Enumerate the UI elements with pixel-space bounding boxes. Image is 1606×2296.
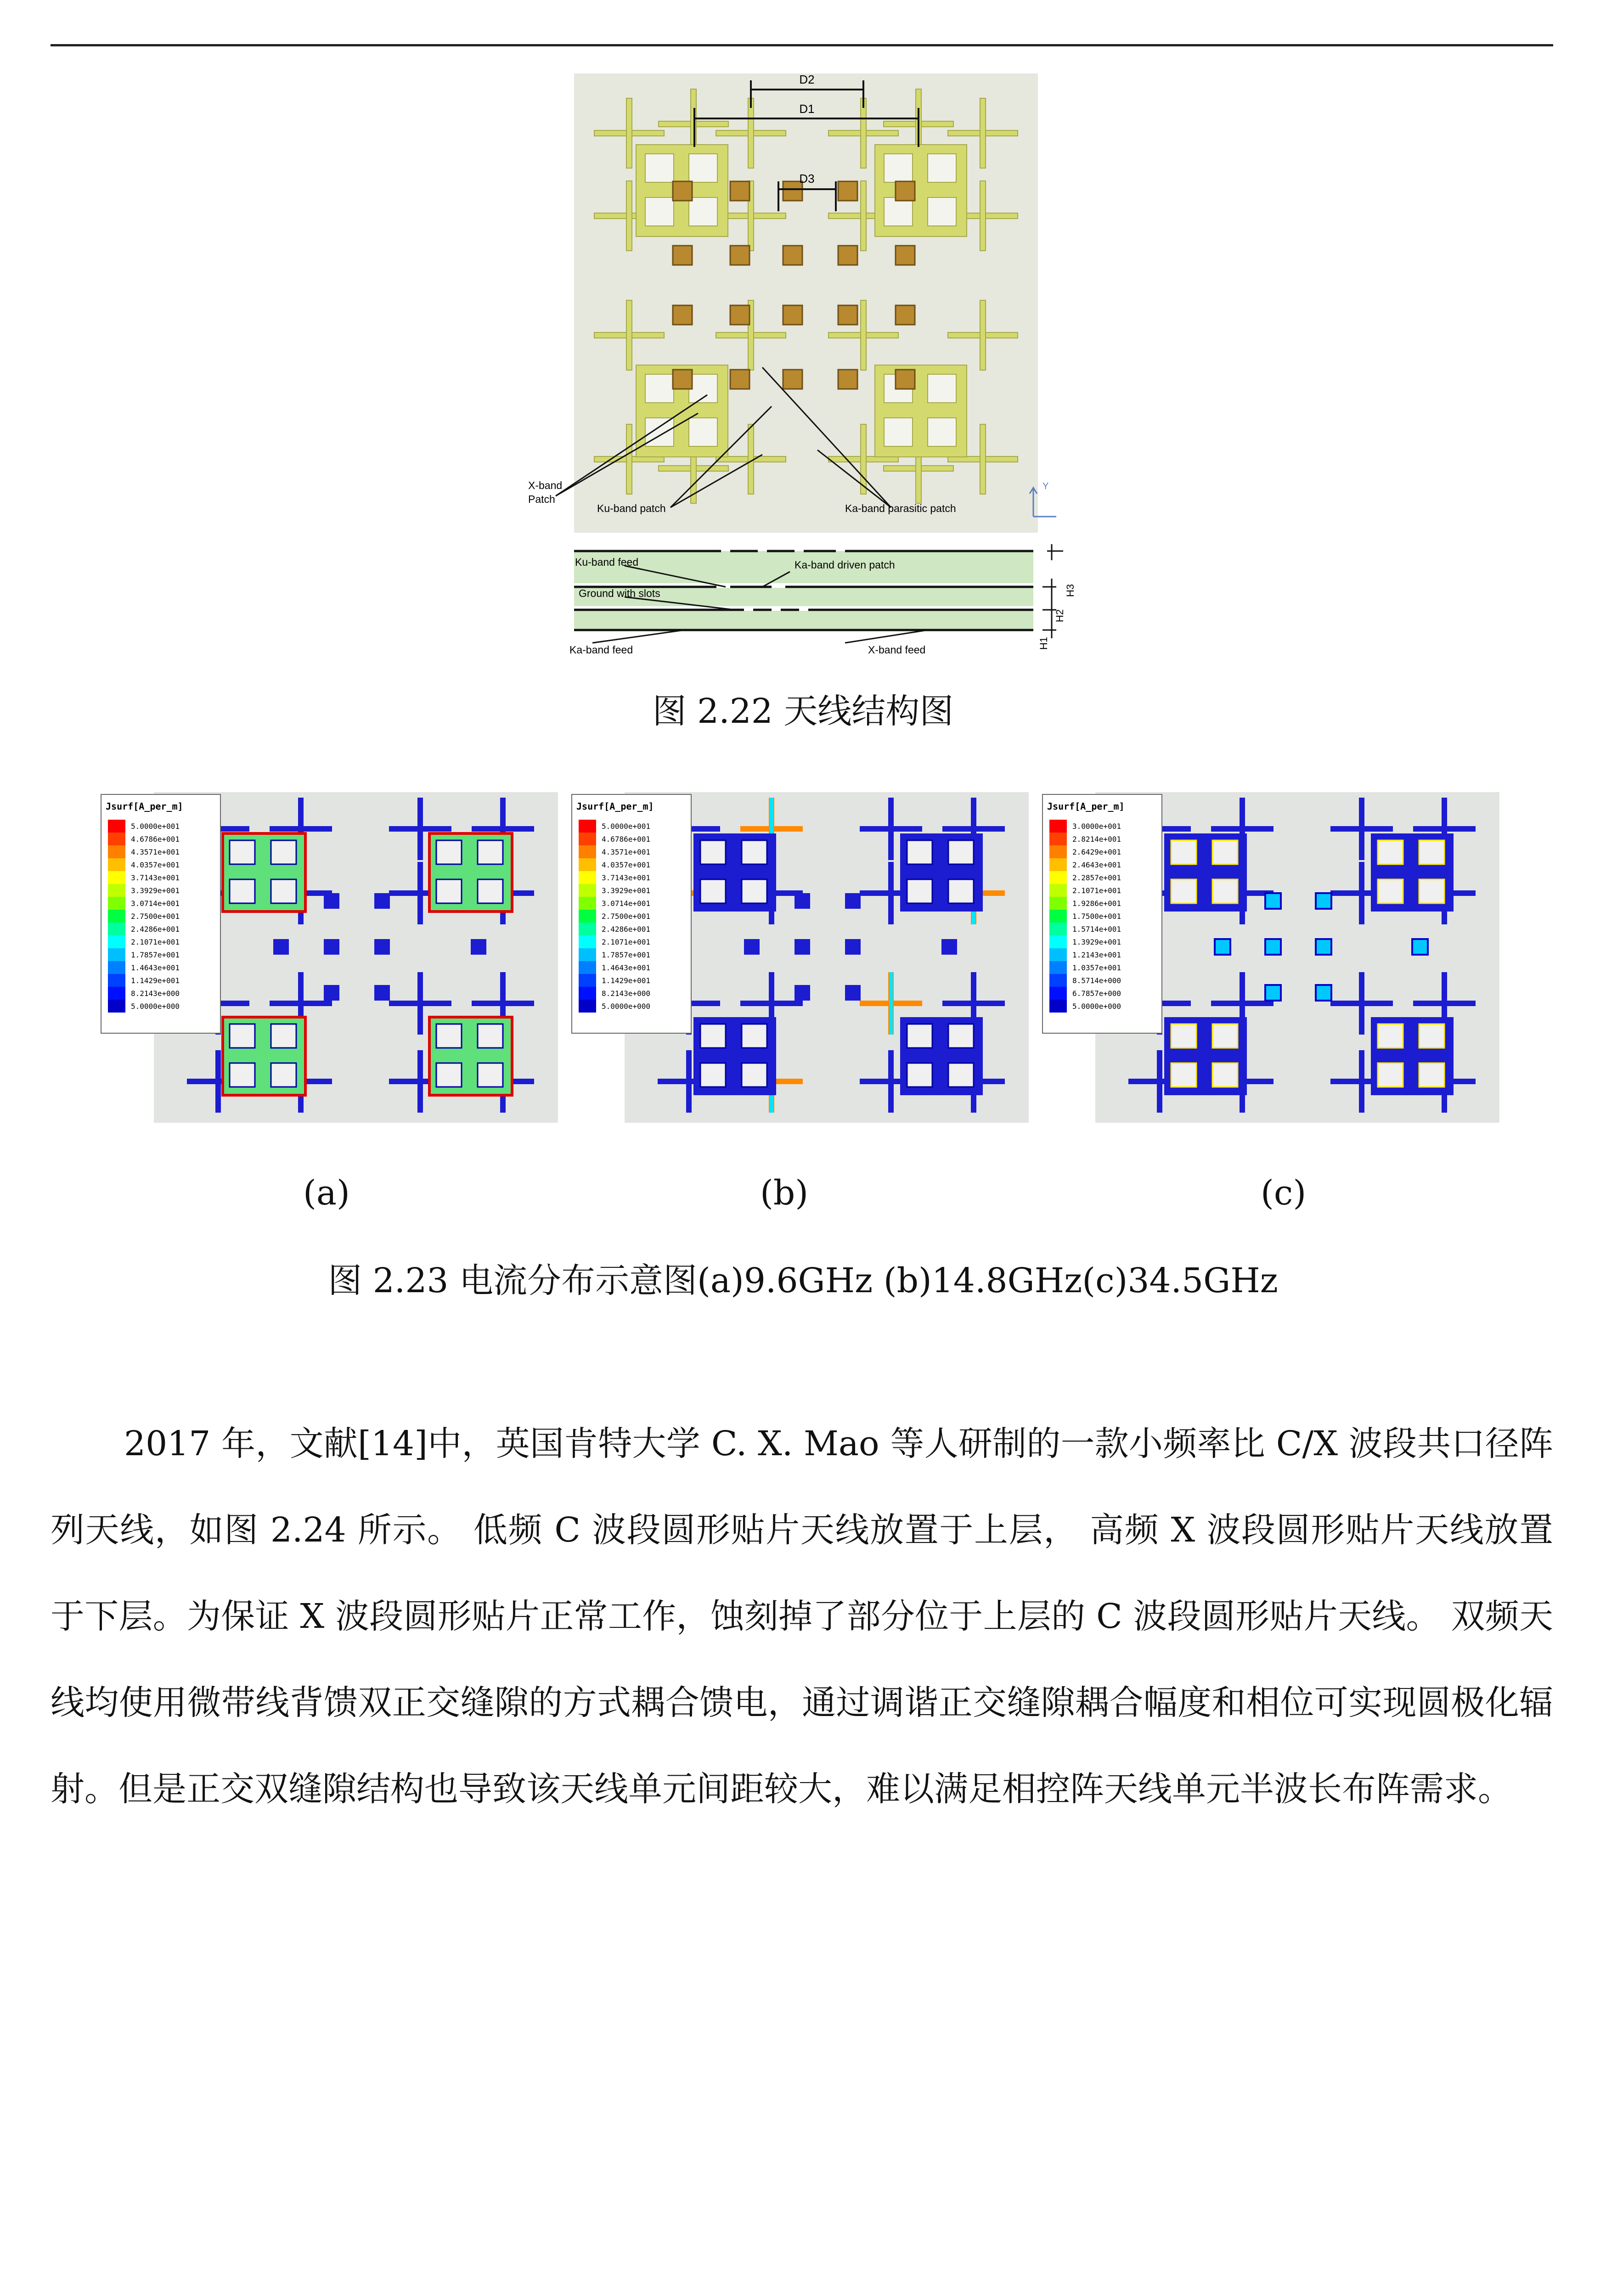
sim-patch-slot	[271, 879, 296, 903]
legend-swatch	[579, 897, 596, 910]
sim-patch-slot	[478, 840, 503, 864]
legend-value: 1.7857e+001	[602, 951, 650, 959]
ku-ka-patch	[730, 370, 749, 389]
label-h1: H1	[1038, 636, 1049, 650]
sim-cross-arm	[215, 1050, 221, 1113]
sim-patch-slot	[742, 1063, 767, 1087]
legend-swatch	[108, 897, 125, 910]
ku-ka-patch	[838, 246, 857, 265]
ku-ka-patch	[673, 181, 692, 201]
sim-small-patch	[324, 939, 339, 955]
legend-value: 8.5714e+000	[1072, 976, 1121, 985]
x-band-cross-arm	[626, 98, 632, 168]
legend-swatch	[108, 1000, 125, 1013]
label-x-band-2: Patch	[528, 493, 555, 505]
legend-swatch	[579, 948, 596, 961]
legend-swatch	[108, 871, 125, 884]
legend-swatch	[108, 923, 125, 935]
x-band-cross-arm	[626, 300, 632, 370]
label-ka-driven: Ka-band driven patch	[795, 559, 895, 571]
figure-2-23-caption: 图 2.23 电流分布示意图(a)9.6GHz (b)14.8GHz(c)34.5GHz	[328, 1261, 1278, 1300]
ku-ka-patch	[673, 370, 692, 389]
legend-title: Jsurf[A_per_m]	[576, 801, 654, 812]
sim-cross-arm	[1359, 798, 1364, 860]
legend-swatch	[1049, 910, 1067, 923]
legend-title: Jsurf[A_per_m]	[1047, 801, 1125, 812]
legend-value: 4.6786e+001	[602, 835, 650, 844]
sim-cross-arm	[1359, 1050, 1364, 1113]
sim-small-patch	[471, 939, 486, 955]
body-paragraph: 2017 年，文献[14]中，英国肯特大学 C. X. Mao 等人研制的一款小频率比 C/X 波段共口径阵列天线，如图 2.24 所示。 低频 C 波段圆形贴片天线放置于上层， 高频 X 波段圆形贴片天线放置于下层。为保证 X 波段圆形贴片正常工作，蚀刻掉了部分位于上层的 C 波段圆形贴片天线。 双频天线均使用微带线背馈双正交缝隙的方式耦合馈电，通过调谐正交缝隙耦合幅度和相位可实现圆极化辐射。但是正交双缝隙结构也导致该天线单元间距较大，难以满足相控阵天线单元半波长布阵需求。	[51, 1424, 1553, 1809]
legend-swatch	[108, 948, 125, 961]
sub-label-c: (c)	[1261, 1173, 1307, 1213]
sim-small-patch	[795, 939, 810, 955]
legend-value: 1.4643e+001	[131, 963, 180, 972]
legend-value: 1.3929e+001	[1072, 938, 1121, 946]
label-ka-parasitic: Ka-band parasitic patch	[845, 502, 956, 514]
sim-patch-slot	[478, 879, 503, 903]
dim-d1: D1	[799, 102, 815, 116]
legend-swatch	[579, 987, 596, 1000]
sim-patch-slot	[948, 840, 974, 864]
sim-patch-slot	[1419, 879, 1444, 903]
sim-small-patch	[374, 893, 390, 909]
legend-value: 2.4286e+001	[131, 925, 180, 934]
x-band-cross-arm	[980, 424, 986, 494]
figure-2-22-caption: 图 2.22 天线结构图	[652, 692, 954, 731]
legend-swatch	[1049, 948, 1067, 961]
sim-patch-slot	[1378, 1024, 1403, 1048]
x-band-cross-arm	[861, 98, 866, 168]
label-x-band-1: X-band	[528, 479, 563, 491]
legend-value: 2.1071e+001	[1072, 886, 1121, 895]
sim-patch-slot	[1378, 1063, 1403, 1087]
sim-small-patch	[273, 939, 289, 955]
legend-value: 1.1429e+001	[602, 976, 650, 985]
legend-value: 2.1071e+001	[131, 938, 180, 946]
label-h2: H2	[1054, 609, 1065, 622]
header-rule	[51, 44, 1553, 46]
legend-value: 8.2143e+000	[131, 989, 180, 998]
legend-value: 5.0000e+000	[1072, 1002, 1121, 1011]
sim-small-patch	[795, 985, 810, 1001]
sim-small-patch	[941, 939, 957, 955]
sim-cross-hot	[889, 972, 893, 1035]
legend-swatch	[108, 820, 125, 833]
legend-value: 3.7143e+001	[602, 873, 650, 882]
sim-patch-slot	[907, 1024, 932, 1048]
sim-patch-slot	[271, 840, 296, 864]
x-band-patch-slot	[645, 154, 674, 182]
legend-value: 3.7143e+001	[131, 873, 180, 882]
x-band-patch-slot	[928, 374, 956, 403]
legend-value: 1.5714e+001	[1072, 925, 1121, 934]
sim-patch-slot	[271, 1063, 296, 1087]
legend-value: 5.0000e+001	[131, 822, 180, 831]
sim-small-patch	[1412, 939, 1428, 955]
legend-swatch	[579, 974, 596, 987]
legend-swatch	[108, 884, 125, 897]
x-band-patch-slot	[928, 154, 956, 182]
legend-swatch	[1049, 884, 1067, 897]
label-x-feed: X-band feed	[868, 644, 926, 656]
ku-ka-patch	[838, 370, 857, 389]
ku-ka-patch	[896, 181, 915, 201]
legend-swatch	[108, 858, 125, 871]
axis-indicator	[1030, 488, 1056, 517]
sim-patch-slot	[700, 1024, 726, 1048]
sim-cross-arm	[1157, 1050, 1162, 1113]
current-distribution-panel-a	[99, 788, 563, 1127]
sim-patch-slot	[478, 1063, 503, 1087]
legend-value: 1.4643e+001	[602, 963, 650, 972]
x-band-cross-arm	[980, 300, 986, 370]
sim-patch-slot	[948, 1063, 974, 1087]
sim-small-patch	[1316, 939, 1331, 955]
legend-value: 6.7857e+000	[1072, 989, 1121, 998]
x-band-cross-arm	[748, 424, 754, 494]
sim-patch-slot	[907, 1063, 932, 1087]
sim-patch-slot	[1419, 1063, 1444, 1087]
sim-patch-slot	[1171, 879, 1196, 903]
sim-patch-slot	[1212, 1063, 1238, 1087]
x-band-patch-slot	[689, 197, 717, 226]
x-band-patch-slot	[689, 418, 717, 446]
axis-y-label: Y	[1042, 481, 1049, 491]
legend-value: 1.1429e+001	[131, 976, 180, 985]
label-ku-patch: Ku-band patch	[597, 502, 666, 514]
ku-ka-patch	[783, 305, 802, 325]
x-band-patch-slot	[645, 197, 674, 226]
x-band-cross-arm	[980, 181, 986, 251]
legend-value: 4.3571e+001	[131, 848, 180, 856]
sim-patch-slot	[436, 840, 462, 864]
ku-ka-patch	[673, 305, 692, 325]
x-band-patch-slot	[645, 374, 674, 403]
legend-value: 1.7500e+001	[1072, 912, 1121, 921]
current-distribution-panel-c	[1040, 788, 1504, 1127]
sim-cross-arm	[417, 1050, 423, 1113]
sim-patch-slot	[700, 1063, 726, 1087]
sim-patch-slot	[1419, 1024, 1444, 1048]
legend-swatch	[1049, 923, 1067, 935]
legend-swatch	[108, 935, 125, 948]
ku-ka-patch	[783, 370, 802, 389]
legend-value: 1.2143e+001	[1072, 951, 1121, 959]
legend-swatch	[1049, 833, 1067, 845]
legend-value: 5.0000e+000	[602, 1002, 650, 1011]
legend-value: 4.3571e+001	[602, 848, 650, 856]
sim-patch-slot	[271, 1024, 296, 1048]
legend-value: 3.0714e+001	[131, 899, 180, 908]
legend-title: Jsurf[A_per_m]	[106, 801, 183, 812]
x-band-cross-arm	[626, 181, 632, 251]
dim-d3: D3	[799, 172, 815, 186]
sim-patch-slot	[1378, 840, 1403, 864]
sub-label-a: (a)	[303, 1173, 350, 1213]
x-band-cross-arm	[861, 300, 866, 370]
sim-patch-slot	[1378, 879, 1403, 903]
sim-patch-slot	[742, 1024, 767, 1048]
sim-patch-slot	[1212, 840, 1238, 864]
legend-value: 8.2143e+000	[602, 989, 650, 998]
ku-ka-patch	[838, 305, 857, 325]
sim-small-patch	[1265, 893, 1281, 909]
ku-ka-patch	[730, 181, 749, 201]
legend-swatch	[1049, 974, 1067, 987]
sim-small-patch	[744, 939, 760, 955]
sim-patch-slot	[700, 879, 726, 903]
legend-value: 3.3929e+001	[602, 886, 650, 895]
ku-ka-patch	[783, 246, 802, 265]
sim-small-patch	[1265, 939, 1281, 955]
legend-value: 2.8214e+001	[1072, 835, 1121, 844]
legend-value: 3.3929e+001	[131, 886, 180, 895]
legend-value: 2.1071e+001	[602, 938, 650, 946]
sub-label-b: (b)	[760, 1173, 809, 1213]
sim-small-patch	[845, 893, 861, 909]
sim-patch-slot	[230, 1024, 255, 1048]
x-band-patch-slot	[689, 154, 717, 182]
sim-small-patch	[324, 985, 339, 1001]
sim-cross-arm	[417, 972, 423, 1035]
x-band-cross-arm	[861, 181, 866, 251]
sim-small-patch	[1215, 939, 1230, 955]
sim-patch-slot	[436, 879, 462, 903]
ku-ka-patch	[730, 305, 749, 325]
sim-patch-slot	[948, 879, 974, 903]
legend-value: 2.6429e+001	[1072, 848, 1121, 856]
legend-swatch	[579, 845, 596, 858]
legend-swatch	[1049, 935, 1067, 948]
legend-swatch	[579, 910, 596, 923]
legend-value: 5.0000e+000	[131, 1002, 180, 1011]
legend-swatch	[579, 858, 596, 871]
legend-value: 1.7857e+001	[131, 951, 180, 959]
sim-small-patch	[845, 939, 861, 955]
legend-swatch	[1049, 845, 1067, 858]
body-paragraph-container	[51, 1401, 1553, 1832]
x-band-cross-arm	[748, 98, 754, 168]
sim-cross-arm	[686, 1050, 692, 1113]
legend-swatch	[108, 845, 125, 858]
sim-small-patch	[374, 939, 390, 955]
sim-patch-slot	[1419, 840, 1444, 864]
legend-swatch	[1049, 961, 1067, 974]
ku-ka-patch	[673, 246, 692, 265]
legend-value: 3.0714e+001	[602, 899, 650, 908]
x-band-patch-slot	[884, 154, 913, 182]
label-ground: Ground with slots	[579, 587, 660, 599]
sim-patch-slot	[742, 879, 767, 903]
legend-value: 2.2857e+001	[1072, 873, 1121, 882]
legend-swatch	[108, 961, 125, 974]
legend-swatch	[1049, 820, 1067, 833]
antenna-structure-figure	[514, 64, 1102, 661]
sim-small-patch	[324, 893, 339, 909]
x-band-cross-arm	[980, 98, 986, 168]
legend-swatch	[108, 833, 125, 845]
sim-patch-slot	[230, 879, 255, 903]
label-ka-feed: Ka-band feed	[569, 644, 633, 656]
legend-swatch	[579, 871, 596, 884]
sim-small-patch	[795, 893, 810, 909]
sim-small-patch	[374, 985, 390, 1001]
legend-swatch	[108, 987, 125, 1000]
legend-swatch	[1049, 871, 1067, 884]
sim-small-patch	[1316, 985, 1331, 1001]
sim-patch-slot	[230, 840, 255, 864]
ku-ka-patch	[896, 305, 915, 325]
sim-patch-slot	[700, 840, 726, 864]
legend-value: 4.6786e+001	[131, 835, 180, 844]
sim-cross-arm	[417, 862, 423, 924]
sim-small-patch	[1265, 985, 1281, 1001]
legend-value: 2.7500e+001	[131, 912, 180, 921]
sim-patch-slot	[1171, 1024, 1196, 1048]
legend-value: 2.4286e+001	[602, 925, 650, 934]
label-ku-feed: Ku-band feed	[575, 556, 639, 568]
legend-swatch	[579, 1000, 596, 1013]
sim-cross-arm	[888, 1050, 894, 1113]
x-band-cross-arm	[626, 424, 632, 494]
legend-value: 2.7500e+001	[602, 912, 650, 921]
legend-swatch	[579, 961, 596, 974]
sim-patch-slot	[1212, 879, 1238, 903]
ku-ka-patch	[896, 246, 915, 265]
sim-cross-arm	[1359, 972, 1364, 1035]
sim-patch-slot	[436, 1024, 462, 1048]
label-h3: H3	[1065, 584, 1076, 597]
legend-swatch	[579, 833, 596, 845]
legend-swatch	[579, 935, 596, 948]
sim-patch-slot	[478, 1024, 503, 1048]
sim-patch-slot	[230, 1063, 255, 1087]
x-band-patch-slot	[928, 197, 956, 226]
legend-value: 3.0000e+001	[1072, 822, 1121, 831]
legend-swatch	[1049, 987, 1067, 1000]
sim-patch-slot	[1171, 1063, 1196, 1087]
sim-patch-slot	[907, 840, 932, 864]
sim-patch-slot	[742, 840, 767, 864]
top-view-board	[574, 73, 1038, 533]
legend-value: 1.9286e+001	[1072, 899, 1121, 908]
legend-value: 1.0357e+001	[1072, 963, 1121, 972]
legend-swatch	[1049, 1000, 1067, 1013]
ku-ka-patch	[838, 181, 857, 201]
dim-d2: D2	[799, 73, 815, 86]
sim-patch-slot	[1212, 1024, 1238, 1048]
current-distribution-panel-b	[569, 788, 1033, 1127]
x-band-patch-slot	[884, 418, 913, 446]
legend-value: 4.0357e+001	[602, 861, 650, 869]
legend-swatch	[108, 974, 125, 987]
sim-patch-slot	[907, 879, 932, 903]
ku-ka-patch	[896, 370, 915, 389]
sim-cross-arm	[888, 798, 894, 860]
sim-patch-slot	[948, 1024, 974, 1048]
legend-swatch	[1049, 858, 1067, 871]
x-band-patch-slot	[884, 197, 913, 226]
x-band-patch-slot	[928, 418, 956, 446]
sim-cross-arm	[1359, 862, 1364, 924]
legend-swatch	[108, 910, 125, 923]
ku-ka-patch	[730, 246, 749, 265]
legend-value: 2.4643e+001	[1072, 861, 1121, 869]
sim-cross-arm	[417, 798, 423, 860]
legend-swatch	[1049, 897, 1067, 910]
legend-swatch	[579, 884, 596, 897]
sim-small-patch	[845, 985, 861, 1001]
sim-cross-arm	[888, 862, 894, 924]
sim-patch-slot	[436, 1063, 462, 1087]
legend-value: 5.0000e+001	[602, 822, 650, 831]
legend-swatch	[579, 923, 596, 935]
legend-value: 4.0357e+001	[131, 861, 180, 869]
sim-patch-slot	[1171, 840, 1196, 864]
sim-small-patch	[1316, 893, 1331, 909]
legend-swatch	[579, 820, 596, 833]
